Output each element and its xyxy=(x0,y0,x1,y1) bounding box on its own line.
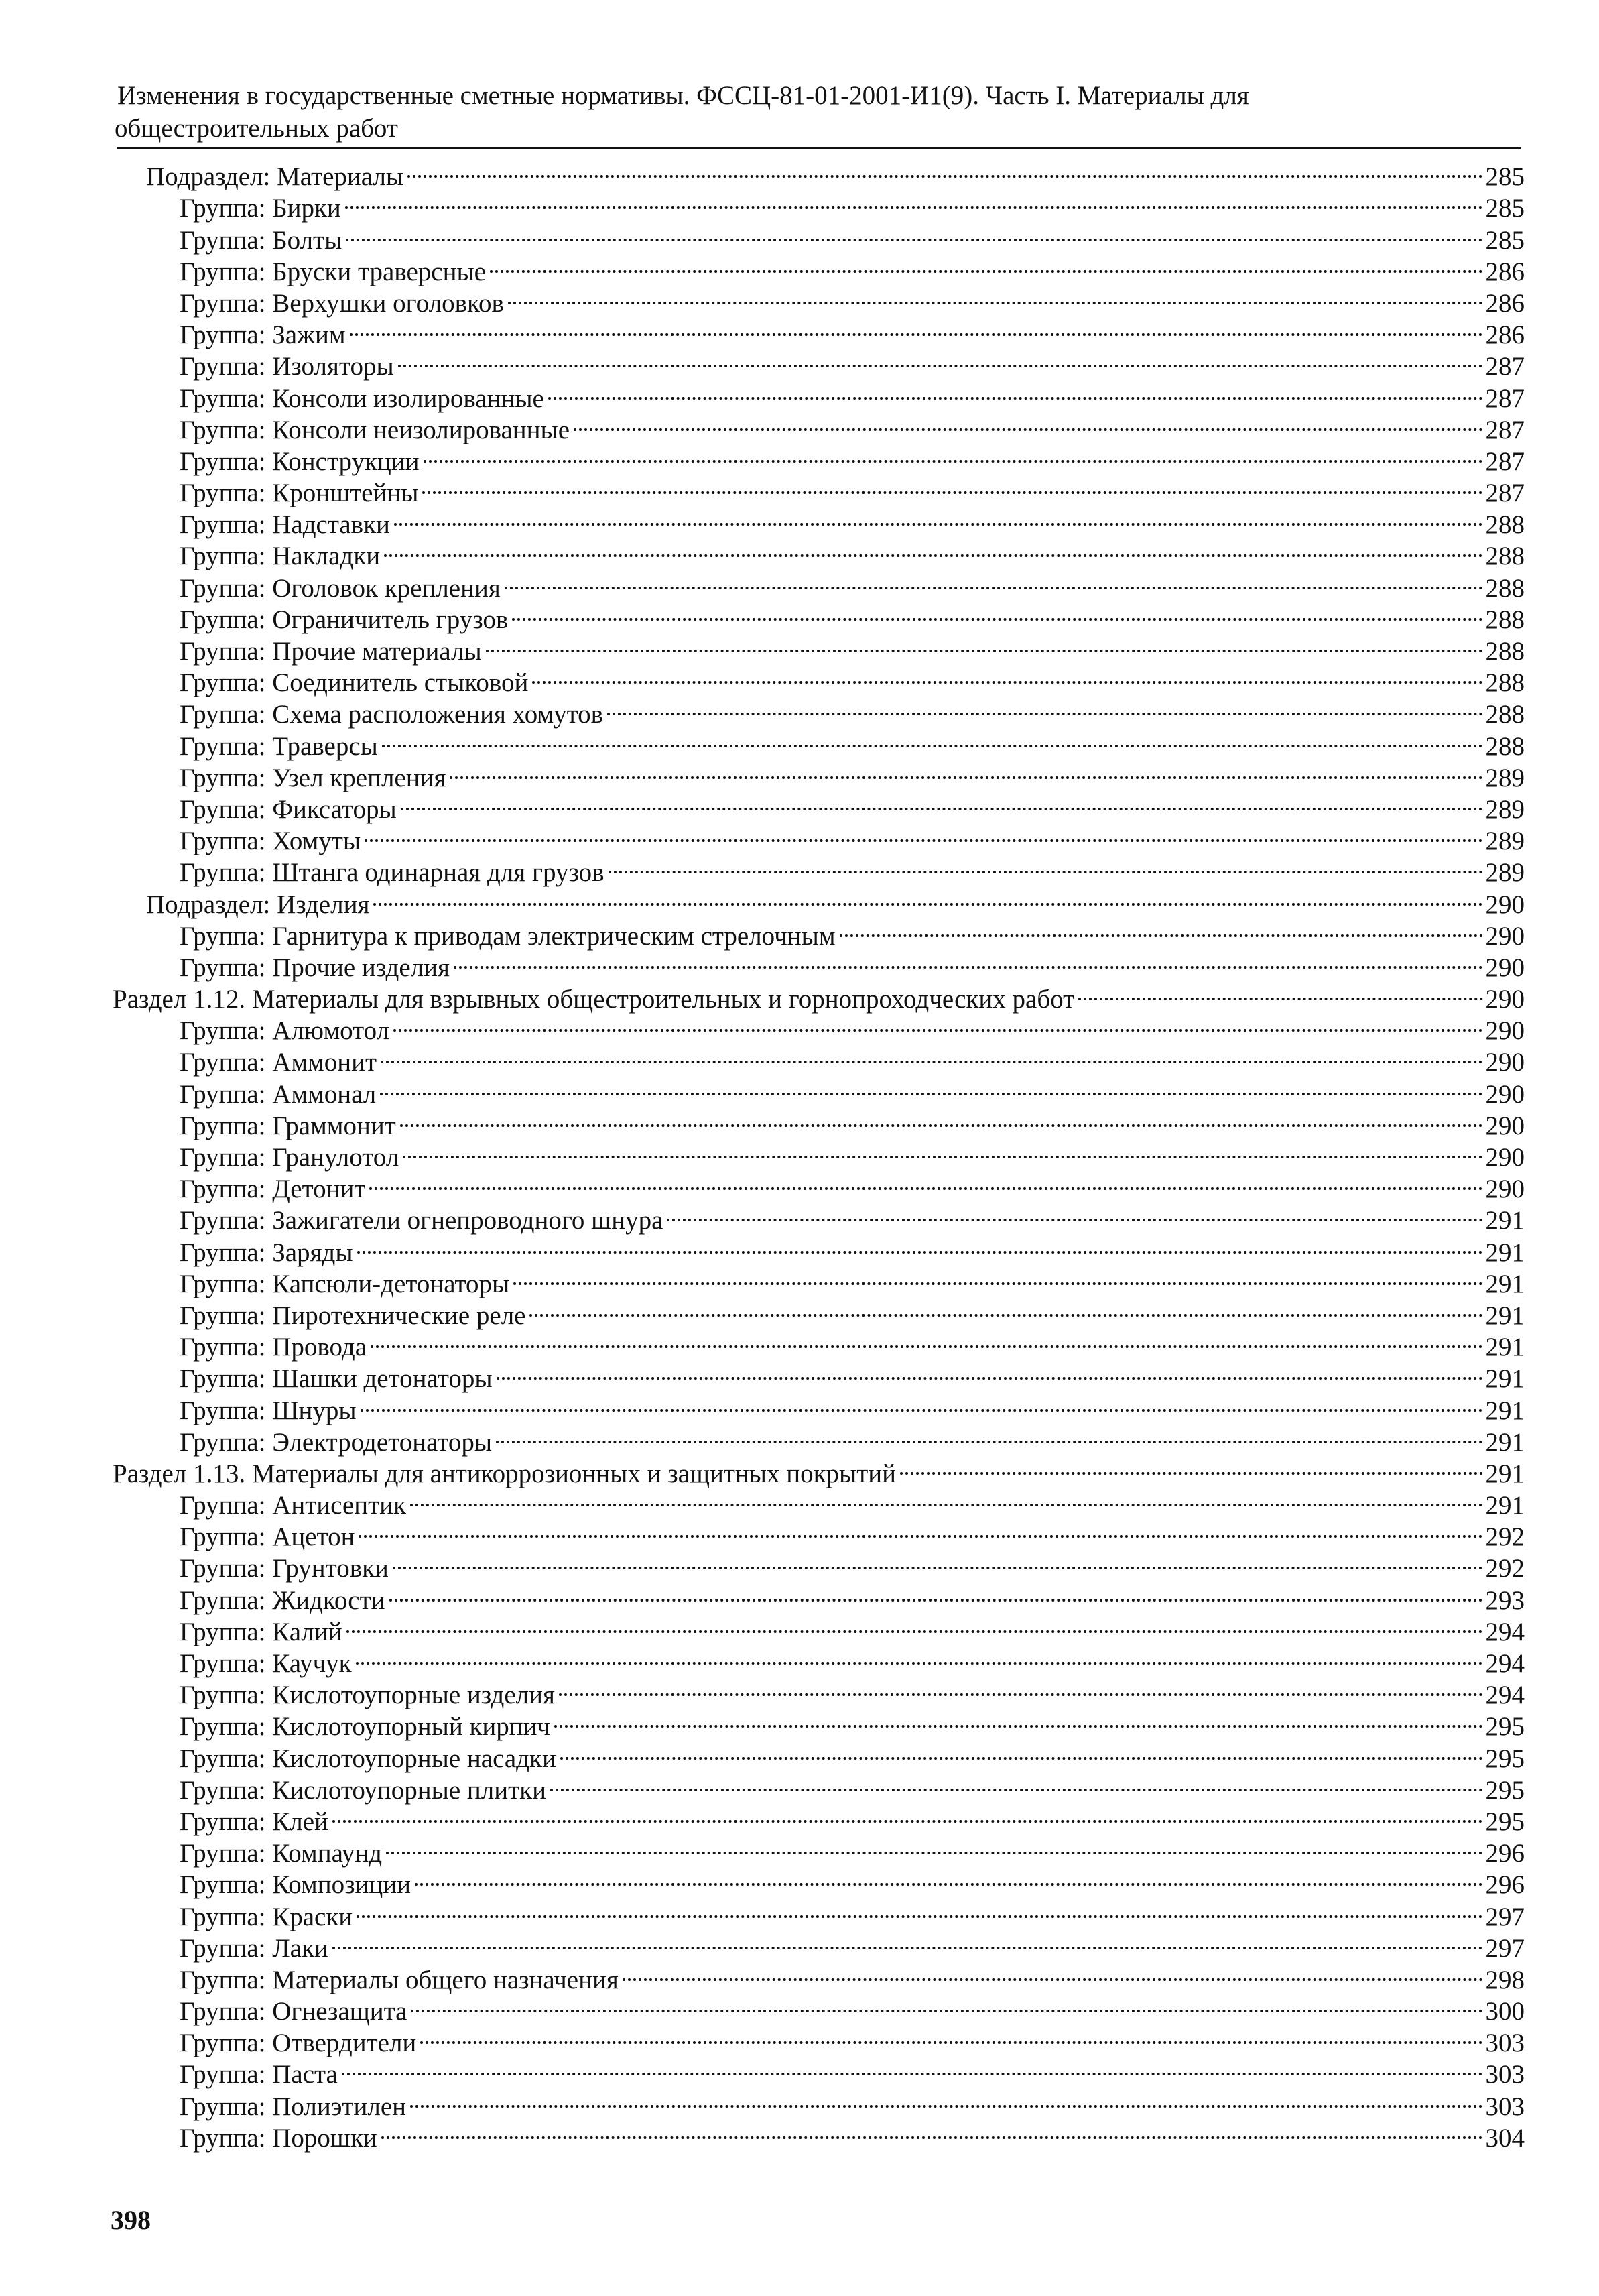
toc-entry xyxy=(0,1071,1525,1109)
toc-entry-page: 297 xyxy=(1485,1902,1525,1931)
toc-entry-label: Группа: Кислотоупорные насадки xyxy=(180,1744,556,1773)
toc-entry-label: Группа: Композиции xyxy=(180,1870,411,1900)
toc-entry-page: 286 xyxy=(1485,288,1525,318)
toc-entry-label: Группа: Гарнитура к приводам электрическим стрелочным xyxy=(180,921,836,951)
toc-entry-label: Группа: Кронштейны xyxy=(180,479,419,508)
toc-dot-leader xyxy=(549,1767,1484,1799)
toc-entry-page: 288 xyxy=(1485,668,1525,698)
toc-dot-leader xyxy=(331,1925,1484,1957)
toc-entry xyxy=(0,1799,1525,1836)
toc-entry xyxy=(0,1545,1525,1583)
toc-dot-leader xyxy=(838,913,1484,945)
toc-entry xyxy=(0,1482,1525,1520)
toc-dot-leader xyxy=(528,1292,1484,1324)
toc-entry xyxy=(0,407,1525,444)
toc-entry-label: Группа: Калий xyxy=(180,1617,342,1646)
toc-entry-label: Группа: Прочие изделия xyxy=(180,953,450,982)
toc-dot-leader xyxy=(572,407,1484,438)
toc-entry-label: Подраздел: Материалы xyxy=(146,162,404,192)
toc-dot-leader xyxy=(899,1451,1484,1482)
toc-entry xyxy=(0,470,1525,508)
toc-entry-page: 288 xyxy=(1485,573,1525,603)
toc-entry xyxy=(0,1292,1525,1330)
toc-dot-leader xyxy=(399,786,1484,818)
toc-dot-leader xyxy=(379,1039,1484,1071)
toc-dot-leader xyxy=(489,249,1484,280)
toc-dot-leader xyxy=(357,1514,1484,1545)
toc-entry xyxy=(0,881,1525,919)
toc-entry-label: Подраздел: Изделия xyxy=(146,890,370,919)
toc-dot-leader xyxy=(381,723,1484,754)
toc-dot-leader xyxy=(356,1229,1484,1260)
toc-entry-label: Группа: Компаунд xyxy=(180,1839,383,1868)
toc-entry-page: 292 xyxy=(1485,1522,1525,1552)
toc-entry-page: 296 xyxy=(1485,1839,1525,1868)
toc-dot-leader xyxy=(1077,976,1484,1008)
toc-dot-leader xyxy=(372,881,1484,912)
toc-entry-page: 288 xyxy=(1485,637,1525,666)
toc-dot-leader xyxy=(380,2115,1484,2147)
toc-entry-label: Раздел 1.12. Материалы для взрывных общестроительных и горнопроходческих работ xyxy=(113,985,1075,1014)
toc-dot-leader xyxy=(391,1545,1484,1577)
toc-entry-label: Группа: Детонит xyxy=(180,1174,366,1204)
toc-dot-leader xyxy=(355,1640,1484,1672)
table-of-contents xyxy=(0,154,1599,2153)
toc-entry xyxy=(0,1166,1525,1204)
toc-entry xyxy=(0,1134,1525,1172)
toc-dot-leader xyxy=(531,660,1484,691)
toc-dot-leader xyxy=(422,438,1484,470)
toc-entry xyxy=(0,597,1525,634)
toc-entry-page: 304 xyxy=(1485,2123,1525,2153)
toc-entry xyxy=(0,818,1525,856)
toc-entry-page: 291 xyxy=(1485,1206,1525,1235)
toc-entry-label: Группа: Конструкции xyxy=(180,446,420,476)
toc-entry-page: 291 xyxy=(1485,1491,1525,1520)
toc-entry-page: 291 xyxy=(1485,1364,1525,1394)
toc-entry-page: 290 xyxy=(1485,1143,1525,1172)
toc-entry-page: 291 xyxy=(1485,1427,1525,1457)
toc-entry xyxy=(0,312,1525,350)
toc-entry-label: Группа: Бруски траверсные xyxy=(180,257,486,286)
toc-entry-page: 290 xyxy=(1485,1079,1525,1109)
toc-entry xyxy=(0,375,1525,413)
toc-entry-label: Группа: Провода xyxy=(180,1333,367,1362)
toc-dot-leader xyxy=(406,154,1484,185)
toc-entry-label: Группа: Антисептик xyxy=(180,1491,406,1520)
toc-entry xyxy=(0,1039,1525,1077)
toc-dot-leader xyxy=(607,849,1484,881)
toc-entry-page: 286 xyxy=(1485,257,1525,286)
toc-entry-label: Группа: Кислотоупорные изделия xyxy=(180,1681,555,1710)
toc-dot-leader xyxy=(547,375,1484,406)
toc-entry-page: 287 xyxy=(1485,446,1525,476)
toc-dot-leader xyxy=(355,1893,1484,1925)
toc-entry-label: Группа: Огнезащита xyxy=(180,1997,407,2027)
toc-entry-label: Группа: Порошки xyxy=(180,2123,377,2153)
toc-entry xyxy=(0,217,1525,255)
toc-entry-page: 289 xyxy=(1485,827,1525,856)
toc-dot-leader xyxy=(606,691,1484,723)
toc-dot-leader xyxy=(495,1355,1484,1387)
toc-entry-label: Группа: Ограничитель грузов xyxy=(180,605,509,634)
toc-dot-leader xyxy=(369,1324,1484,1355)
toc-dot-leader xyxy=(503,564,1484,596)
toc-entry xyxy=(0,2051,1525,2090)
toc-entry xyxy=(0,1324,1525,1362)
toc-entry xyxy=(0,1830,1525,1868)
toc-entry-label: Группа: Зажигатели огнепроводного шнура xyxy=(180,1206,663,1235)
toc-entry xyxy=(0,2020,1525,2058)
toc-entry-page: 294 xyxy=(1485,1617,1525,1646)
toc-dot-leader xyxy=(331,1799,1484,1830)
toc-entry xyxy=(0,786,1525,824)
toc-entry xyxy=(0,913,1525,951)
toc-dot-leader xyxy=(507,280,1484,312)
toc-dot-leader xyxy=(495,1419,1484,1451)
toc-entry-label: Группа: Клей xyxy=(180,1807,328,1836)
toc-entry xyxy=(0,1387,1525,1425)
toc-entry-label: Группа: Отвердители xyxy=(180,2029,417,2058)
toc-entry xyxy=(0,1103,1525,1140)
toc-entry-page: 290 xyxy=(1485,921,1525,951)
toc-entry-label: Группа: Полиэтилен xyxy=(180,2092,406,2121)
toc-entry xyxy=(0,1957,1525,1994)
toc-dot-leader xyxy=(388,1577,1484,1608)
toc-entry xyxy=(0,723,1525,761)
toc-entry xyxy=(0,628,1525,666)
toc-entry-label: Группа: Накладки xyxy=(180,542,381,571)
toc-entry-label: Группа: Кислотоупорный кирпич xyxy=(180,1712,551,1742)
toc-entry xyxy=(0,691,1525,729)
toc-entry-page: 291 xyxy=(1485,1269,1525,1298)
toc-entry-label: Группа: Оголовок крепления xyxy=(180,573,501,603)
toc-entry-page: 288 xyxy=(1485,510,1525,540)
toc-entry-page: 296 xyxy=(1485,1870,1525,1900)
toc-entry-page: 295 xyxy=(1485,1712,1525,1742)
toc-entry xyxy=(0,976,1525,1014)
toc-entry-page: 297 xyxy=(1485,1933,1525,1963)
toc-entry-page: 290 xyxy=(1485,1111,1525,1140)
toc-entry-label: Группа: Консоли изолированные xyxy=(180,383,544,413)
toc-entry-label: Группа: Алюмотол xyxy=(180,1016,390,1046)
toc-entry xyxy=(0,533,1525,571)
toc-entry-label: Группа: Заряды xyxy=(180,1237,353,1267)
toc-entry-label: Группа: Краски xyxy=(180,1902,353,1931)
toc-dot-leader xyxy=(379,1071,1484,1102)
toc-entry-page: 290 xyxy=(1485,953,1525,982)
toc-entry-page: 300 xyxy=(1485,1997,1525,2027)
toc-entry-label: Группа: Пиротехнические реле xyxy=(180,1301,526,1330)
toc-entry-page: 287 xyxy=(1485,415,1525,444)
toc-entry-page: 288 xyxy=(1485,542,1525,571)
toc-entry-page: 295 xyxy=(1485,1775,1525,1805)
toc-entry xyxy=(0,1261,1525,1298)
toc-entry-page: 285 xyxy=(1485,225,1525,255)
toc-entry-label: Группа: Бирки xyxy=(180,194,341,223)
toc-dot-leader xyxy=(559,1735,1484,1766)
header-rule xyxy=(117,147,1521,149)
toc-entry-label: Группа: Прочие материалы xyxy=(180,637,482,666)
toc-entry xyxy=(0,660,1525,698)
toc-entry-label: Группа: Шашки детонаторы xyxy=(180,1364,493,1394)
toc-dot-leader xyxy=(392,1008,1484,1039)
toc-entry xyxy=(0,1925,1525,1963)
toc-entry-label: Группа: Гранулотол xyxy=(180,1143,399,1172)
toc-entry-label: Группа: Болты xyxy=(180,225,342,255)
toc-dot-leader xyxy=(393,501,1484,533)
toc-dot-leader xyxy=(485,628,1484,660)
toc-dot-leader xyxy=(421,470,1484,501)
toc-entry xyxy=(0,1355,1525,1394)
toc-entry-label: Группа: Граммонит xyxy=(180,1111,396,1140)
toc-dot-leader xyxy=(448,755,1484,786)
toc-entry-label: Группа: Ацетон xyxy=(180,1522,355,1552)
toc-entry xyxy=(0,564,1525,603)
toc-entry-page: 303 xyxy=(1485,2092,1525,2121)
toc-entry-page: 291 xyxy=(1485,1333,1525,1362)
toc-entry xyxy=(0,849,1525,888)
toc-entry xyxy=(0,1862,1525,1900)
toc-dot-leader xyxy=(348,312,1484,343)
toc-entry-label: Группа: Материалы общего назначения xyxy=(180,1965,619,1994)
toc-entry-label: Группа: Паста xyxy=(180,2060,338,2090)
running-header xyxy=(117,79,1458,145)
toc-dot-leader xyxy=(397,343,1484,375)
toc-entry-label: Группа: Надставки xyxy=(180,510,390,540)
toc-dot-leader xyxy=(345,1609,1484,1640)
toc-entry-page: 290 xyxy=(1485,1048,1525,1077)
toc-entry xyxy=(0,1703,1525,1742)
toc-entry-label: Раздел 1.13. Материалы для антикоррозионных и защитных покрытий xyxy=(113,1459,897,1488)
running-header-line-1: Изменения в государственные сметные нормативы. ФССЦ-81-01-2001-И1(9). Часть I. Материалы для xyxy=(117,81,1249,110)
toc-dot-leader xyxy=(383,533,1484,564)
toc-entry-page: 303 xyxy=(1485,2060,1525,2090)
toc-entry xyxy=(0,343,1525,381)
toc-entry-page: 286 xyxy=(1485,320,1525,350)
toc-entry xyxy=(0,1640,1525,1678)
toc-entry-label: Группа: Соединитель стыковой xyxy=(180,668,529,698)
toc-entry-page: 290 xyxy=(1485,890,1525,919)
toc-entry-label: Группа: Жидкости xyxy=(180,1585,385,1615)
toc-entry xyxy=(0,1767,1525,1805)
toc-entry-page: 291 xyxy=(1485,1237,1525,1267)
toc-entry-label: Группа: Каучук xyxy=(180,1649,352,1678)
toc-entry-page: 288 xyxy=(1485,605,1525,634)
toc-dot-leader xyxy=(413,1862,1484,1893)
toc-dot-leader xyxy=(409,2083,1484,2114)
toc-dot-leader xyxy=(553,1703,1484,1735)
toc-entry-page: 294 xyxy=(1485,1681,1525,1710)
toc-entry xyxy=(0,2083,1525,2121)
toc-entry xyxy=(0,1672,1525,1710)
toc-entry xyxy=(0,280,1525,318)
toc-entry-label: Группа: Верхушки оголовков xyxy=(180,288,504,318)
toc-entry xyxy=(0,154,1525,192)
toc-entry xyxy=(0,1735,1525,1773)
toc-dot-leader xyxy=(385,1830,1484,1862)
toc-entry xyxy=(0,945,1525,982)
toc-entry-label: Группа: Хомуты xyxy=(180,827,361,856)
toc-entry xyxy=(0,249,1525,286)
toc-entry xyxy=(0,1451,1525,1488)
toc-dot-leader xyxy=(409,1988,1484,2020)
toc-entry-page: 285 xyxy=(1485,162,1525,192)
toc-entry-label: Группа: Зажим xyxy=(180,320,346,350)
toc-entry-page: 289 xyxy=(1485,763,1525,792)
toc-dot-leader xyxy=(511,597,1484,628)
toc-entry-page: 287 xyxy=(1485,352,1525,381)
toc-entry-page: 292 xyxy=(1485,1554,1525,1583)
toc-entry-page: 303 xyxy=(1485,2029,1525,2058)
toc-dot-leader xyxy=(363,818,1484,849)
toc-entry xyxy=(0,185,1525,223)
toc-entry xyxy=(0,1229,1525,1267)
toc-dot-leader xyxy=(359,1387,1484,1418)
toc-entry-label: Группа: Капсюли-детонаторы xyxy=(180,1269,510,1298)
running-header-line-2: общестроительных работ xyxy=(115,114,398,143)
toc-dot-leader xyxy=(368,1166,1484,1197)
toc-entry xyxy=(0,1514,1525,1552)
toc-entry-page: 291 xyxy=(1485,1396,1525,1425)
toc-dot-leader xyxy=(452,945,1484,976)
toc-entry-label: Группа: Грунтовки xyxy=(180,1554,389,1583)
toc-entry-page: 290 xyxy=(1485,1174,1525,1204)
toc-dot-leader xyxy=(419,2020,1484,2051)
toc-entry-label: Группа: Схема расположения хомутов xyxy=(180,700,604,729)
toc-entry-label: Группа: Консоли неизолированные xyxy=(180,415,570,444)
toc-entry-page: 288 xyxy=(1485,700,1525,729)
toc-entry-label: Группа: Фиксаторы xyxy=(180,794,397,824)
toc-entry-page: 288 xyxy=(1485,731,1525,761)
toc-dot-leader xyxy=(401,1134,1484,1166)
page-number: 398 xyxy=(111,2205,151,2235)
toc-entry xyxy=(0,438,1525,476)
toc-entry-label: Группа: Электродетонаторы xyxy=(180,1427,493,1457)
toc-entry-page: 294 xyxy=(1485,1649,1525,1678)
toc-entry xyxy=(0,755,1525,792)
toc-entry xyxy=(0,1609,1525,1646)
toc-entry xyxy=(0,2115,1525,2153)
toc-entry-page: 289 xyxy=(1485,858,1525,888)
toc-dot-leader xyxy=(621,1957,1484,1988)
toc-entry-label: Группа: Траверсы xyxy=(180,731,378,761)
toc-entry-label: Группа: Узел крепления xyxy=(180,763,446,792)
toc-dot-leader xyxy=(558,1672,1484,1703)
toc-entry-page: 289 xyxy=(1485,794,1525,824)
toc-entry-page: 287 xyxy=(1485,383,1525,413)
toc-entry-label: Группа: Кислотоупорные плитки xyxy=(180,1775,546,1805)
toc-entry-page: 291 xyxy=(1485,1459,1525,1488)
toc-entry-page: 287 xyxy=(1485,479,1525,508)
toc-dot-leader xyxy=(665,1197,1484,1229)
toc-entry xyxy=(0,1988,1525,2027)
toc-entry xyxy=(0,501,1525,540)
toc-entry xyxy=(0,1008,1525,1046)
toc-entry-page: 291 xyxy=(1485,1301,1525,1330)
toc-dot-leader xyxy=(344,217,1484,248)
toc-entry-page: 290 xyxy=(1485,985,1525,1014)
toc-entry xyxy=(0,1893,1525,1931)
toc-entry-label: Группа: Лаки xyxy=(180,1933,328,1963)
toc-dot-leader xyxy=(340,2051,1484,2083)
toc-entry-page: 295 xyxy=(1485,1807,1525,1836)
toc-dot-leader xyxy=(399,1103,1484,1134)
toc-entry-page: 293 xyxy=(1485,1585,1525,1615)
toc-entry-page: 295 xyxy=(1485,1744,1525,1773)
toc-entry-label: Группа: Аммонит xyxy=(180,1048,377,1077)
toc-entry-page: 298 xyxy=(1485,1965,1525,1994)
toc-entry-label: Группа: Аммонал xyxy=(180,1079,377,1109)
toc-dot-leader xyxy=(344,185,1484,217)
toc-entry-page: 290 xyxy=(1485,1016,1525,1046)
toc-entry xyxy=(0,1577,1525,1615)
toc-entry xyxy=(0,1419,1525,1457)
toc-entry-label: Группа: Шнуры xyxy=(180,1396,357,1425)
toc-entry-label: Группа: Штанга одинарная для грузов xyxy=(180,858,604,888)
toc-dot-leader xyxy=(512,1261,1484,1292)
toc-entry-label: Группа: Изоляторы xyxy=(180,352,394,381)
toc-entry-page: 285 xyxy=(1485,194,1525,223)
toc-entry xyxy=(0,1197,1525,1235)
toc-dot-leader xyxy=(409,1482,1484,1514)
